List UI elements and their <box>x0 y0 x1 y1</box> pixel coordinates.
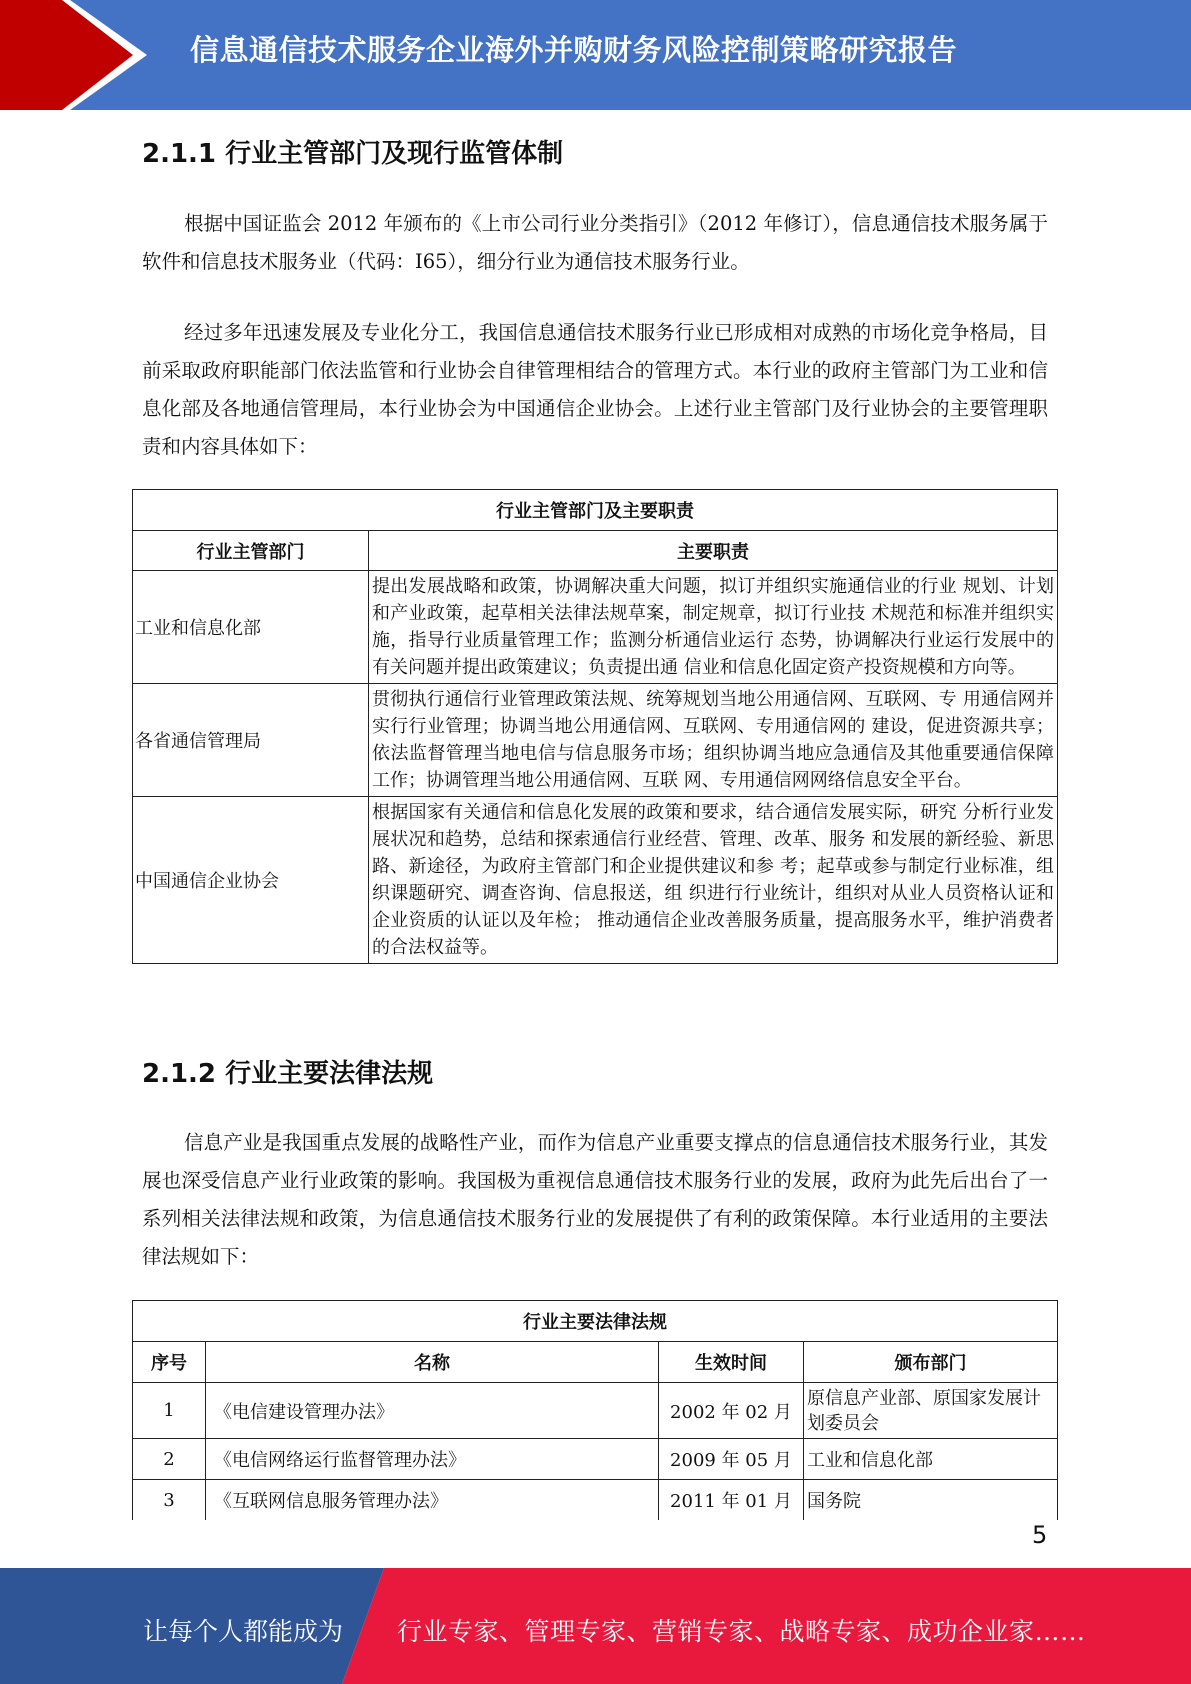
table-row <box>133 684 1058 797</box>
table-caption: 行业主要法律法规 <box>133 1301 1058 1342</box>
issuing-dept: 工业和信息化部 <box>804 1439 1058 1480</box>
table-row <box>133 1383 1058 1439</box>
paragraph-laws-intro: 信息产业是我国重点发展的战略性产业，而作为信息产业重要支撑点的信息通信技术服务行业，其发展也深受信息产业行业政策的影响。我国极为重视信息通信技术服务行业的发展，政府为此先后出台了一系列相关法律法规和政策，为信息通信技术服务行业的发展提供了有利的政策保障。本行业适用的主要法律法规如下： <box>142 1131 1048 1268</box>
section-heading-2-1-1: 2.1.1 行业主管部门及现行监管体制 <box>142 139 564 169</box>
issuing-dept: 国务院 <box>804 1480 1058 1521</box>
report-title: 信息通信技术服务企业海外并购财务风险控制策略研究报告 <box>190 33 958 67</box>
paragraph-classification: 根据中国证监会 2012 年颁布的《上市公司行业分类指引》（2012 年修订），信息通信技术服务属于软件和信息技术服务业（代码：I65），细分行业为通信技术服务行业。 <box>142 212 1048 273</box>
table-row <box>133 1480 1058 1521</box>
table-row <box>133 571 1058 684</box>
duty-cell: 根据国家有关通信和信息化发展的政策和要求，结合通信发展实际，研究 分析行业发展状况和趋势，总结和探索通信行业经营、管理、改革、服务 和发展的新经验、新思路、新途径，为政府主管部门和企业提供建议和参 考；起草或参与制定行业标准，组织课题研究、调查咨询、信息报送，组 织进行行业统计，组织对从业人员资格认证和企业资质的认证以及年检； 推动通信企业改善服务质量，提高服务水平，维护消费者的合法权益等。 <box>369 797 1058 964</box>
issuing-dept: 原信息产业部、原国家发展计划委员会 <box>804 1383 1058 1439</box>
duty-cell: 贯彻执行通信行业管理政策法规、统筹规划当地公用通信网、互联网、专 用通信网并实行行业管理；协调当地公用通信网、互联网、专用通信网的 建设，促进资源共享；依法监督管理当地电信与信息服务市场；组织协调当地应急通信及其他重要通信保障工作；协调管理当地公用通信网、互联 网、专用通信网网络信息安全平台。 <box>369 684 1058 797</box>
table-caption: 行业主管部门及主要职责 <box>133 490 1058 531</box>
header-banner <box>0 0 1191 110</box>
effective-date: 2002 年 02 月 <box>659 1383 804 1439</box>
page-number: 5 <box>1032 1521 1048 1549</box>
row-number: 2 <box>133 1439 206 1480</box>
table-laws-regulations <box>132 1300 1058 1520</box>
section-heading-2-1-2: 2.1.2 行业主要法律法规 <box>142 1059 434 1089</box>
column-header-dept: 行业主管部门 <box>133 531 369 571</box>
law-name: 《电信建设管理办法》 <box>206 1383 659 1439</box>
table-authorities-duties <box>132 489 1058 964</box>
table-row <box>133 797 1058 964</box>
duty-cell: 提出发展战略和政策，协调解决重大问题，拟订并组织实施通信业的行业 规划、计划和产业政策，起草相关法律法规草案，制定规章，拟订行业技 术规范和标准并组织实施，指导行业质量管理工作；监测分析通信业运行 态势，协调解决行业运行发展中的有关问题并提出政策建议；负责提出通 信业和信息化固定资产投资规模和方向等。 <box>369 571 1058 684</box>
column-header-name: 名称 <box>206 1342 659 1383</box>
law-name: 《互联网信息服务管理办法》 <box>206 1480 659 1521</box>
row-number: 3 <box>133 1480 206 1521</box>
footer-banner <box>0 1568 1191 1684</box>
effective-date: 2009 年 05 月 <box>659 1439 804 1480</box>
row-number: 1 <box>133 1383 206 1439</box>
dept-cell: 工业和信息化部 <box>133 571 369 684</box>
dept-cell: 中国通信企业协会 <box>133 797 369 964</box>
table-row <box>133 1439 1058 1480</box>
footer-slogan-left: 让每个人都能成为 <box>143 1617 344 1646</box>
footer-slogan-right: 行业专家、管理专家、营销专家、战略专家、成功企业家…… <box>397 1617 1086 1646</box>
column-header-date: 生效时间 <box>659 1342 804 1383</box>
paragraph-regulatory-system: 经过多年迅速发展及专业化分工，我国信息通信技术服务行业已形成相对成熟的市场化竞争格局，目前采取政府职能部门依法监管和行业协会自律管理相结合的管理方式。本行业的政府主管部门为工业和信息化部及各地通信管理局，本行业协会为中国通信企业协会。上述行业主管部门及行业协会的主要管理职责和内容具体如下： <box>142 321 1048 458</box>
column-header-issuer: 颁布部门 <box>804 1342 1058 1383</box>
column-header-duty: 主要职责 <box>369 531 1058 571</box>
column-header-no: 序号 <box>133 1342 206 1383</box>
dept-cell: 各省通信管理局 <box>133 684 369 797</box>
effective-date: 2011 年 01 月 <box>659 1480 804 1521</box>
law-name: 《电信网络运行监督管理办法》 <box>206 1439 659 1480</box>
